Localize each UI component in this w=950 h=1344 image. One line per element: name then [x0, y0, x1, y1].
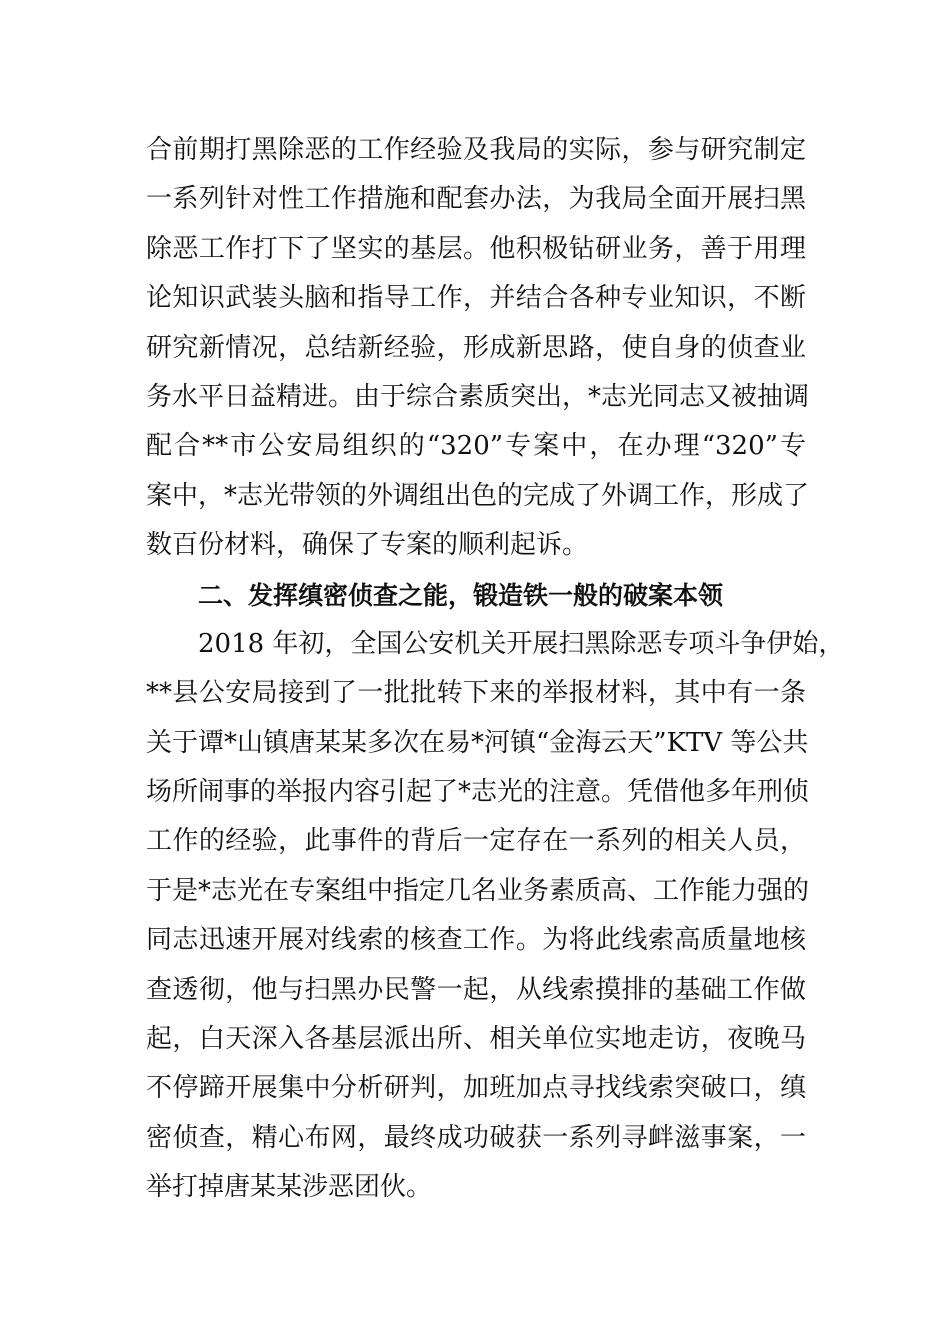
paragraph-line: 研究新情况，总结新经验，形成新思路，使自身的侦查业 — [146, 332, 806, 363]
paragraph-line: 数百份材料，确保了专案的顺利起诉。 — [146, 530, 589, 561]
paragraph-line: 起，白天深入各基层派出所、相关单位实地走访，夜晚马 — [146, 1024, 806, 1055]
paragraph-line: 配合**市公安局组织的“320”专案中，在办理“320”专 — [146, 431, 806, 462]
paragraph-line: 不停蹄开展集中分析研判，加班加点寻找线索突破口，缜 — [146, 1073, 806, 1104]
paragraph-line: **县公安局接到了一批批转下来的举报材料，其中有一条 — [146, 678, 806, 709]
paragraph-line: 除恶工作打下了坚实的基层。他积极钻研业务，善于用理 — [146, 233, 806, 264]
paragraph-line: 论知识武装头脑和指导工作，并结合各种专业知识，不断 — [146, 283, 806, 314]
paragraph-line: 一系列针对性工作措施和配套办法，为我局全面开展扫黑 — [146, 184, 806, 215]
paragraph-line: 密侦查，精心布网，最终成功破获一系列寻衅滋事案，一 — [146, 1122, 806, 1153]
paragraph-line: 同志迅速开展对线索的核查工作。为将此线索高质量地核 — [146, 925, 806, 956]
paragraph-1 — [146, 126, 810, 571]
paragraph-line: 查透彻，他与扫黑办民警一起，从线索摸排的基础工作做 — [146, 974, 806, 1005]
paragraph-line: 举打掉唐某某涉恶团伙。 — [146, 1172, 433, 1203]
document-body — [146, 126, 845, 1213]
paragraph-line: 案中，*志光带领的外调组出色的完成了外调工作，形成了 — [146, 480, 810, 511]
section-heading: 二、发挥缜密侦查之能，锻造铁一般的破案本领 — [198, 580, 724, 610]
paragraph-line: 关于谭*山镇唐某某多次在易*河镇“金海云天”KTV 等公共 — [146, 727, 809, 758]
paragraph-2 — [146, 620, 845, 1213]
paragraph-line: 于是*志光在专案组中指定几名业务素质高、工作能力强的 — [146, 875, 810, 906]
paragraph-line: 工作的经验，此事件的背后一定存在一系列的相关人员， — [146, 826, 806, 857]
paragraph-line: 场所闹事的举报内容引起了*志光的注意。凭借他多年刑侦 — [146, 777, 810, 808]
paragraph-line: 2018 年初，全国公安机关开展扫黑除恶专项斗争伊始， — [198, 628, 845, 659]
paragraph-line: 务水平日益精进。由于综合素质突出，*志光同志又被抽调 — [146, 381, 810, 412]
paragraph-line: 合前期打黑除恶的工作经验及我局的实际，参与研究制定 — [146, 135, 806, 165]
